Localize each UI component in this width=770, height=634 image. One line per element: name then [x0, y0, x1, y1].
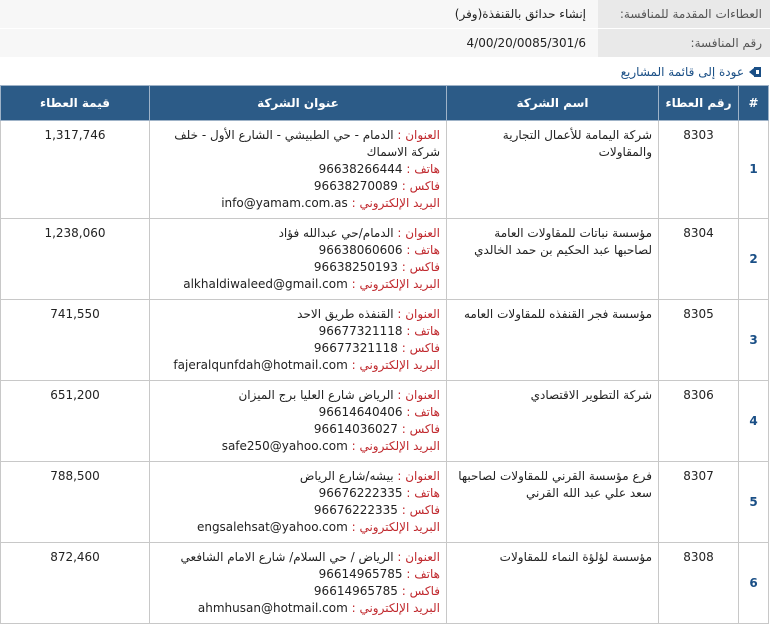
col-company-address[interactable]: عنوان الشركة [150, 86, 447, 121]
email-line [156, 195, 440, 212]
email-label: البريد الإلكتروني : [351, 520, 440, 534]
phone-line [156, 323, 440, 340]
email-line [156, 276, 440, 293]
fax-value: 96677321118 [313, 341, 398, 355]
back-link-label: عودة إلى قائمة المشاريع [620, 64, 744, 79]
fax-line [156, 178, 440, 195]
bid-value: 1,317,746 [1, 121, 150, 219]
phone-label: هاتف : [406, 324, 440, 338]
address-line [156, 127, 440, 161]
bids-info-row [0, 0, 770, 29]
company-address-cell [150, 121, 447, 219]
back-row [0, 58, 770, 85]
row-number: 6 [739, 543, 769, 624]
phone-label: هاتف : [406, 162, 440, 176]
phone-value: 96638060606 [318, 243, 403, 257]
back-arrow-icon [748, 65, 762, 79]
fax-label: فاكس : [401, 422, 440, 436]
phone-line [156, 566, 440, 583]
bid-value: 872,460 [1, 543, 150, 624]
tender-number-label: رقم المنافسة: [598, 29, 770, 57]
fax-value: 96614965785 [313, 584, 398, 598]
phone-label: هاتف : [406, 243, 440, 257]
email-value[interactable]: info@yamam.com.as [221, 196, 348, 210]
phone-label: هاتف : [406, 486, 440, 500]
row-number: 4 [739, 381, 769, 462]
address-label: العنوان : [397, 226, 440, 240]
col-bid-value[interactable]: قيمة العطاء [1, 86, 150, 121]
address-value: الدمام - حي الطبيشي - الشارع الأول - خلف شركة الاسماك [174, 128, 440, 159]
email-value[interactable]: alkhaldiwaleed@gmail.com [183, 277, 348, 291]
bid-number: 8306 [659, 381, 739, 462]
phone-line [156, 161, 440, 178]
address-label: العنوان : [397, 469, 440, 483]
address-value: الدمام/حي عبدالله فؤاد [278, 226, 394, 240]
bid-number: 8303 [659, 121, 739, 219]
row-number: 1 [739, 121, 769, 219]
fax-line [156, 502, 440, 519]
fax-label: فاكس : [401, 503, 440, 517]
address-line [156, 225, 440, 242]
company-address-cell [150, 462, 447, 543]
bid-value: 1,238,060 [1, 219, 150, 300]
address-label: العنوان : [397, 388, 440, 402]
col-bid-number[interactable]: رقم العطاء [659, 86, 739, 121]
row-number: 2 [739, 219, 769, 300]
email-value[interactable]: safe250@yahoo.com [221, 439, 348, 453]
email-line [156, 519, 440, 536]
col-index[interactable]: # [739, 86, 769, 121]
phone-value: 96676222335 [318, 486, 403, 500]
address-value: الرياض / حي السلام/ شارع الامام الشافعي [180, 550, 394, 564]
table-row [1, 543, 769, 624]
company-name: مؤسسة نباتات للمقاولات العامة لصاحبها عبد الحكيم بن حمد الخالدي [447, 219, 659, 300]
fax-label: فاكس : [401, 584, 440, 598]
phone-value: 96677321118 [318, 324, 403, 338]
email-label: البريد الإلكتروني : [351, 358, 440, 372]
phone-line [156, 404, 440, 421]
fax-value: 96638250193 [313, 260, 398, 274]
fax-label: فاكس : [401, 179, 440, 193]
fax-line [156, 259, 440, 276]
email-line [156, 600, 440, 617]
fax-label: فاكس : [401, 260, 440, 274]
address-value: بيشه/شارع الرياض [299, 469, 394, 483]
company-name: فرع مؤسسة القرني للمقاولات لصاحبها سعد علي عبد الله القرني [447, 462, 659, 543]
email-label: البريد الإلكتروني : [351, 439, 440, 453]
bid-number: 8307 [659, 462, 739, 543]
email-line [156, 438, 440, 455]
email-value[interactable]: engsalehsat@yahoo.com [196, 520, 348, 534]
bids-table [0, 85, 769, 624]
bid-number: 8305 [659, 300, 739, 381]
bids-label: العطاءات المقدمة للمنافسة: [598, 0, 770, 28]
tender-number: 4/00/20/0085/301/6 [0, 29, 598, 57]
email-label: البريد الإلكتروني : [351, 601, 440, 615]
company-name: شركة اليمامة للأعمال التجارية والمقاولات [447, 121, 659, 219]
address-line [156, 387, 440, 404]
table-row [1, 219, 769, 300]
address-value: الرياض شارع العليا برج الميزان [238, 388, 394, 402]
bid-number: 8304 [659, 219, 739, 300]
company-address-cell [150, 300, 447, 381]
fax-value: 96614036027 [313, 422, 398, 436]
company-address-cell [150, 381, 447, 462]
fax-value: 96638270089 [313, 179, 398, 193]
fax-line [156, 340, 440, 357]
table-header-row [1, 86, 769, 121]
address-label: العنوان : [397, 128, 440, 142]
company-name: مؤسسة فجر القنفذه للمقاولات العامه [447, 300, 659, 381]
fax-value: 96676222335 [313, 503, 398, 517]
phone-value: 96614640406 [318, 405, 403, 419]
email-line [156, 357, 440, 374]
fax-line [156, 583, 440, 600]
email-label: البريد الإلكتروني : [351, 277, 440, 291]
phone-value: 96614965785 [318, 567, 403, 581]
email-value[interactable]: ahmhusan@hotmail.com [197, 601, 348, 615]
bid-value: 651,200 [1, 381, 150, 462]
bid-value: 788,500 [1, 462, 150, 543]
phone-line [156, 242, 440, 259]
address-line [156, 306, 440, 323]
table-row [1, 121, 769, 219]
company-name: مؤسسة لؤلؤة النماء للمقاولات [447, 543, 659, 624]
fax-line [156, 421, 440, 438]
address-line [156, 468, 440, 485]
email-value[interactable]: fajeralqunfdah@hotmail.com [173, 358, 348, 372]
address-label: العنوان : [397, 307, 440, 321]
phone-value: 96638266444 [318, 162, 403, 176]
company-name: شركة التطوير الاقتصادي [447, 381, 659, 462]
table-row [1, 462, 769, 543]
table-row [1, 300, 769, 381]
phone-label: هاتف : [406, 405, 440, 419]
phone-line [156, 485, 440, 502]
bid-number: 8308 [659, 543, 739, 624]
company-address-cell [150, 543, 447, 624]
company-address-cell [150, 219, 447, 300]
col-company-name[interactable]: اسم الشركة [447, 86, 659, 121]
row-number: 3 [739, 300, 769, 381]
back-to-projects-link[interactable] [621, 65, 762, 79]
fax-label: فاكس : [401, 341, 440, 355]
tender-title: إنشاء حدائق بالقنفذة(وفر) [0, 0, 598, 28]
row-number: 5 [739, 462, 769, 543]
bid-value: 741,550 [1, 300, 150, 381]
email-label: البريد الإلكتروني : [351, 196, 440, 210]
phone-label: هاتف : [406, 567, 440, 581]
tender-number-row [0, 29, 770, 58]
table-row [1, 381, 769, 462]
address-label: العنوان : [397, 550, 440, 564]
address-line [156, 549, 440, 566]
address-value: القنفذه طريق الاحد [297, 307, 394, 321]
